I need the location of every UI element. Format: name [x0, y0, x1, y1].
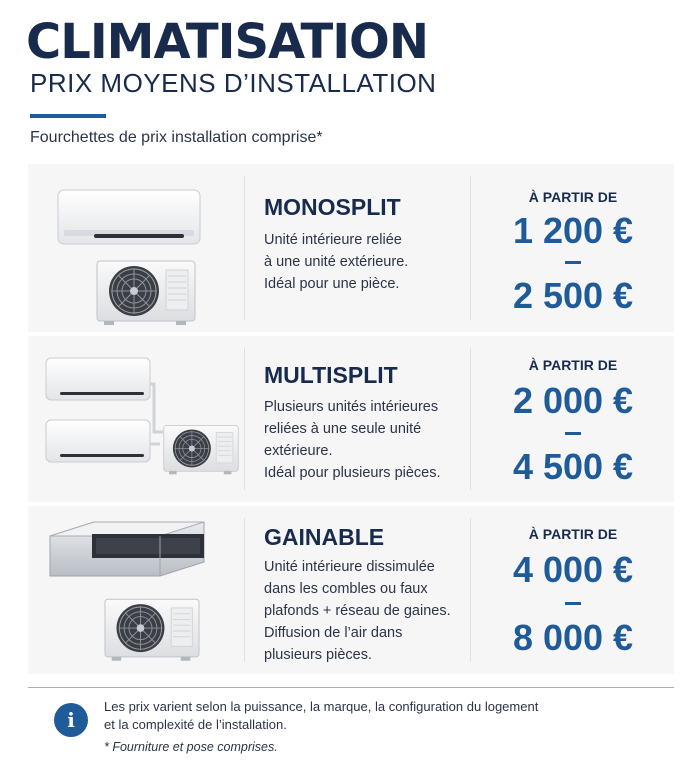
description-line: Idéal pour plusieurs pièces. — [264, 465, 441, 481]
price-range — [472, 336, 674, 502]
footer-divider — [28, 687, 674, 688]
price-max: 2 500 € — [512, 275, 634, 316]
page-subtitle: PRIX MOYENS D’INSTALLATION — [30, 68, 437, 98]
price-max: 8 000 € — [512, 617, 634, 658]
offer-description — [264, 556, 469, 666]
footer-note — [104, 698, 538, 734]
intro-text: Fourchettes de prix installation comprise* — [30, 129, 323, 146]
offer-name: MONOSPLIT — [264, 194, 401, 220]
page-title: CLIMATISATION — [26, 14, 429, 70]
offer-description — [264, 229, 469, 295]
footnote: * Fourniture et pose comprises. — [104, 740, 278, 754]
offer-card-gainable — [28, 506, 674, 674]
footer-note-line: Les prix varient selon la puissance, la marque, la configuration du logement — [104, 699, 539, 714]
price-from-label: À PARTIR DE — [528, 189, 618, 205]
price-min: 1 200 € — [512, 210, 634, 251]
description-line: plusieurs pièces. — [264, 647, 372, 663]
ducted-air-conditioner-icon — [28, 506, 242, 674]
description-line: reliées à une seule unité — [264, 421, 422, 437]
offer-description — [264, 396, 469, 484]
offer-card-monosplit — [28, 164, 674, 332]
description-line: extérieure. — [264, 443, 333, 459]
offer-name: GAINABLE — [264, 524, 385, 550]
info-icon: i — [54, 703, 88, 737]
description-line: Plusieurs unités intérieures — [264, 399, 439, 415]
price-from-label: À PARTIR DE — [528, 526, 618, 542]
footer-note-line: et la complexité de l’installation. — [104, 717, 287, 732]
range-dash — [565, 432, 581, 435]
column-divider — [470, 348, 471, 490]
column-divider — [244, 348, 245, 490]
price-min: 4 000 € — [512, 549, 634, 590]
price-range — [472, 164, 674, 332]
price-min: 2 000 € — [512, 380, 634, 421]
column-divider — [470, 176, 471, 320]
description-line: à une unité extérieure. — [264, 254, 409, 270]
monosplit-air-conditioner-icon — [28, 164, 242, 332]
description-line: Idéal pour une pièce. — [264, 276, 400, 292]
description-line: plafonds + réseau de gaines. — [264, 603, 451, 619]
description-line: Unité intérieure dissimulée — [264, 559, 435, 575]
offer-name: MULTISPLIT — [264, 362, 398, 388]
price-range — [472, 506, 674, 674]
price-max: 4 500 € — [512, 446, 634, 487]
description-line: Diffusion de l’air dans — [264, 625, 403, 641]
description-line: Unité intérieure reliée — [264, 232, 402, 248]
price-from-label: À PARTIR DE — [528, 357, 618, 373]
column-divider — [244, 176, 245, 320]
multisplit-air-conditioner-icon — [28, 336, 242, 502]
range-dash — [565, 602, 581, 605]
description-line: dans les combles ou faux — [264, 581, 428, 597]
column-divider — [244, 518, 245, 662]
offer-card-multisplit — [28, 336, 674, 502]
column-divider — [470, 518, 471, 662]
range-dash — [565, 261, 581, 264]
accent-divider — [30, 114, 106, 118]
